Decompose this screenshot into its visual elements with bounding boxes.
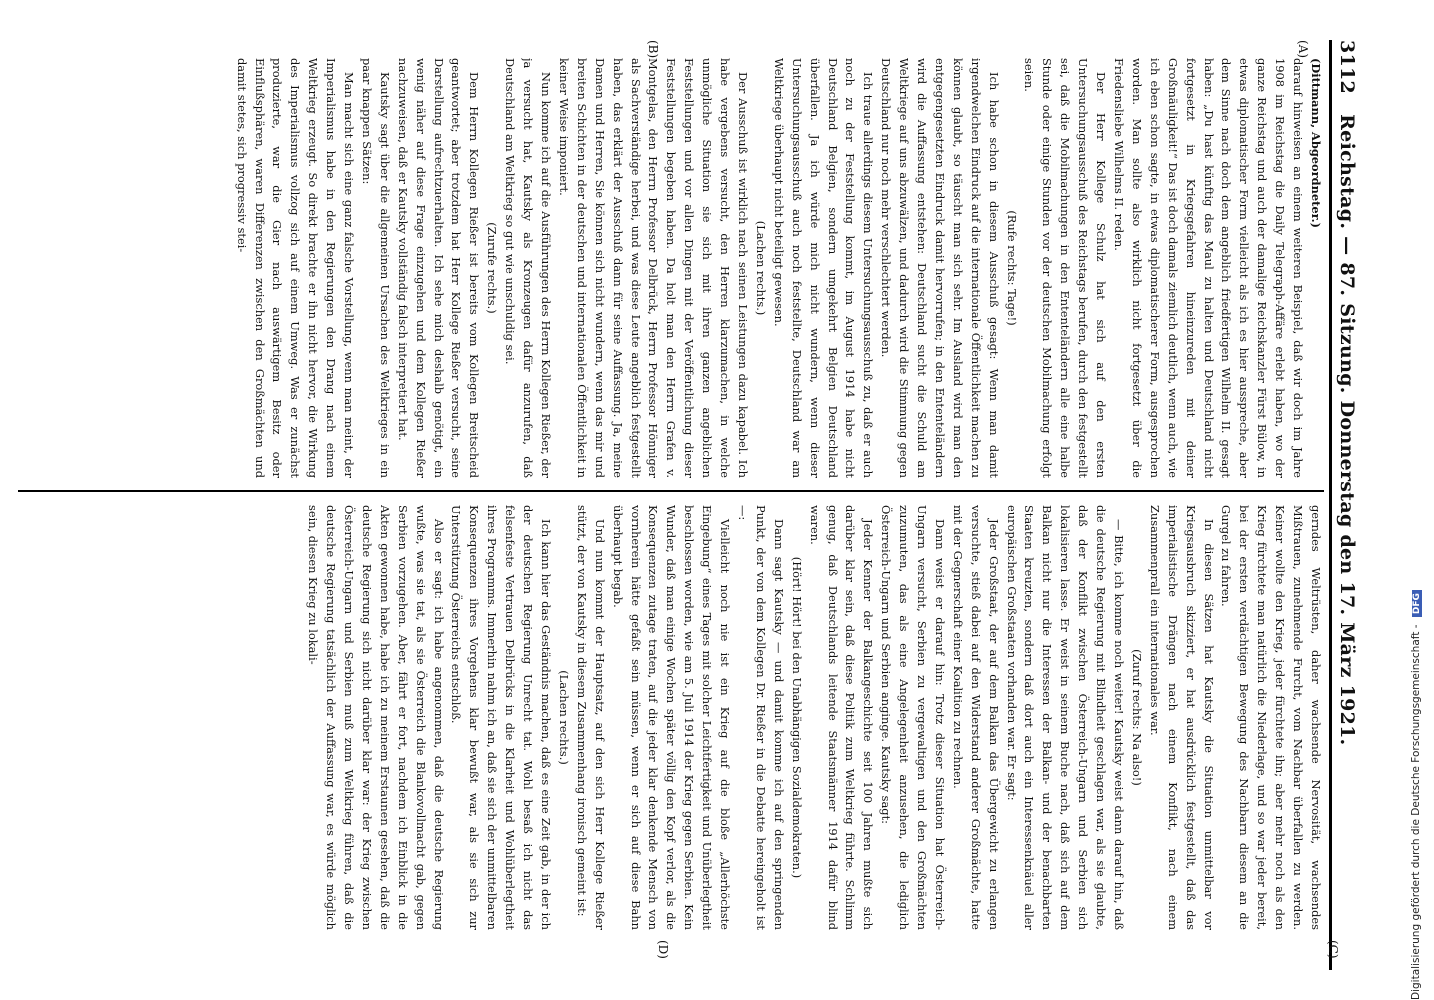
paragraph: Ich traue allerdings diesem Untersuchungsausschuß zu, daß er auch noch zu der Feststellung kommt, im August 1914 habe nicht Deutschland Belgien, sondern umgekehrt Belgien Deutschland überfallen. Ja ich würde mich nicht wundern, wenn dieser Untersuchungsausschuß auch noch feststellte, Deutschland war am Weltkriege überhaupt nicht beteiligt gewesen. bbox=[771, 58, 876, 478]
margin-mark-c: (C) bbox=[1326, 940, 1340, 959]
page-header bbox=[1336, 40, 1370, 970]
left-column bbox=[10, 58, 1324, 478]
margin-mark-b: (B) bbox=[646, 40, 660, 59]
margin-mark-a: (A) bbox=[1296, 40, 1310, 59]
paragraph: Nun komme ich auf die Ausführungen des Herrn Kollegen Rießer, der ja versucht hat, Kautsky als Kronzeugen dafür anzurufen, daß Deutschland am Weltkrieg so gut wie unschuldig sei. bbox=[503, 58, 554, 478]
paragraph: Und nun kommt der Hauptsatz, auf den sich Herr Kollege Rießer stützt, der von Kautsky in diesem Zusammenhang ironisch gemeint ist: bbox=[574, 505, 607, 930]
quote-paragraph: gerndes Weltrüsten, daher wachsende Nervosität, wachsendes Mißtrauen, zunehmende Furcht, vom Nachbar überfallen zu werden. Keiner wollte den Krieg, jeder fürchtete ihn; aber mehr noch als den Krieg fürchtete man natürlich die Niederlage, und so war jeder bereit, bei der ersten verdächtigen Bewegung des Nachbarn diesem an die Gurgel zu fahren. bbox=[1219, 505, 1323, 930]
paragraph: Dann weist er darauf hin: Trotz dieser Situation hat Österreich-Ungarn versucht, Serbien zu vergewaltigen und den Großmächten zuzumuten, das als eine Angelegenheit anzusehen, die lediglich Österreich-Ungarn und Serbien anginge. Kautsky sagt: bbox=[879, 505, 947, 930]
interjection: (Hört! Hört! bei den Unabhängigen Sozialdemokraten.) bbox=[789, 556, 804, 879]
paragraph: Also er sagt: ich habe angenommen, daß die deutsche Regierung wußte, was sie tat, als sie Österreich die Blankovollmacht gab, gegen Serbien vorzugehen. Aber, fährt er fort, nachdem ich Einblick in die Akten gewonnen habe, habe ich zu meinem Erstaunen gesehen, daß die deutsche Regierung sich nicht darüber klar war: der Krieg zwischen Österreich-Ungarn und Serbien muß zum Weltkrieg führen, daß die deutsche Regierung tatsächlich der Auffassung war, es würde möglich sein, diesen Krieg zu lokali- bbox=[306, 505, 446, 930]
page-number: 3112 bbox=[1336, 40, 1358, 95]
quote-paragraph: Jeder Kenner der Balkangeschichte seit 100 Jahren mußte sich darüber klar sein, daß diese Politik zum Weltkrieg führte. Schlimm genug, daß Deutschlands leitende Staatsmänner 1914 dafür blind waren. bbox=[807, 505, 876, 930]
page-title: Reichstag. — 87. Sitzung. Donnerstag den 17. März 1921. bbox=[1336, 114, 1358, 746]
paragraph: — Bitte, ich komme noch weiter! Kautsky weist dann darauf hin, daß die deutsche Regierung mit Blindheit geschlagen war, als sie glaubte, daß der Konflikt zwischen Österreich-Ungarn und Serbien sich lokalisieren lasse. Er weist in seinem Buche nach, daß sich auf dem Balkan nicht nur die Interessen der Balkan- und der benachbarten Staaten kreuzten, sondern daß dort auch ein Interessenknäuel aller europäischen Großstaaten vorhanden war. Er sagt: bbox=[1004, 505, 1127, 930]
interjection: (Lachen rechts.) bbox=[556, 670, 571, 765]
paragraph: Dem Herrn Kollegen Rießer ist bereits vom Kollegen Breitscheid geantwortet; aber trotzdem hat Herr Kollege Rießer versucht, seine Darstellung aufrechtzuerhalten. Ich sehe mich deshalb genötigt, ein wenig näher auf diese Frage einzugehen und dem Kollegen Rießer nachzuweisen, daß er Kautsky vollständig falsch interpretiert hat. bbox=[395, 58, 482, 478]
quote-paragraph: Ich kann hier das Geständnis machen, daß es eine Zeit gab, in der ich der deutschen Regierung Unrecht tat. Wohl besaß ich nicht das felsenfeste Vertrauen Delbrücks in die Klarheit und Wohlüberlegtheit ihres Programms. Immerhin nahm ich an, daß sie sich der unmittelbaren Konsequenzen ihres Vorgehens klar bewußt war, als sie sich zur Unterstützung Österreichs entschloß. bbox=[449, 505, 554, 930]
interjection: (Rufe rechts: Tage!) bbox=[1004, 210, 1019, 326]
paragraph: darauf hinweisen an einem weiteren Beispiel, daß wir doch im Jahre 1908 im Reichstag die Daily Telegraph-Affäre erlebt haben, wo der ganze Reichstag und auch der damalige Reichskanzler Fürst Bülow, in etwas diplomatischer Form vielleicht als ich es hier ausspreche, aber dem Sinne nach doch dem angeblich friedfertigen Wilhelm II. gesagt haben: „Du hast künftig das Maul zu halten und Deutschland nicht fortgesetzt in Kriegsgefahren hineinzureden mit deiner Großmäuligkeit!“ Das ist doch damals ziemlich deutlich, wenn auch, wie ich eben schon sagte, in etwas diplomatischerer Form, ausgesprochen worden. Man sollte also wirklich nicht fortgesetzt über die Friedensliebe Wilhelms II. reden. bbox=[1112, 58, 1306, 478]
interjection: (Zuruf rechts: Na also!) bbox=[1129, 649, 1144, 786]
margin-mark-d: (D) bbox=[656, 940, 670, 959]
paragraph: Der Ausschuß ist wirklich nach seinen Leistungen dazu kapabel. Ich habe vergebens versucht, den Herren klarzumachen, in welche unmögliche Situation sie sich mit ihren ganzen angeblichen Feststellungen und vor allen Dingen mit der Veröffentlichung dieser Feststellungen begeben haben. Da holt man den Herrn Grafen v. Montgelas, den Herrn Professor Delbrück, Herrn Professor Hönniger als Sachverständige herbei, und was diese Leute angeblich festgestellt haben, das erklärt der Ausschuß dann für seine Auffassung. Ja, meine Damen und Herren, Sie können sich nicht wundern, wenn das mir und breiten Schichten in der deutschen und internationalen Öffentlichkeit in keiner Weise imponiert. bbox=[556, 58, 750, 478]
paragraph: Ich habe schon in diesem Ausschuß gesagt: Wenn man damit irgendwelchen Eindruck auf die internationale Öffentlichkeit machen zu können glaubt, so täuscht man sich sehr. Im Ausland wird man den entgegengesetzten Eindruck damit hervorrufen; in den Ententeländern wird die Auffassung entstehen: Deutschland sucht die Schuld am Weltkriege auf uns abzuwälzen, und dadurch wird die Stimmung gegen Deutschland nur noch mehr verschlechtert werden. bbox=[879, 58, 1001, 478]
right-column bbox=[10, 505, 1324, 930]
speaker-label: (Dittmann, Abgeordneter.) bbox=[1309, 58, 1323, 228]
interjection: (Lachen rechts.) bbox=[753, 220, 768, 316]
quote-paragraph: Man macht sich eine ganz falsche Vorstellung, wenn man meint, der Imperialismus habe in den Regierungen den Drang nach einem Weltkrieg erzeugt. So direkt brachte er ihn nicht hervor, die Wirkung des Imperialismus vollzog sich auf einem Umweg. Was er zunächst produzierte, war die Gier nach auswärtigem Besitz oder Einflußsphären, waren Differenzen zwischen den Großmächten und damit stetes, sich progressiv stei- bbox=[234, 58, 357, 478]
credit-text: Digitalisierung gefördert durch die Deutsche Forschungsgemeinschaft - bbox=[1410, 624, 1422, 1000]
quote-paragraph: Vielleicht noch nie ist ein Krieg auf die bloße „Allerhöchste Eingebung“ eines Tages mit solcher Leichtfertigkeit und Unüberlegtheit beschlossen worden, wie am 5. Juli 1914 der Krieg gegen Serbien. Kein Wunder, daß man einige Wochen später völlig den Kopf verlor, als die Konsequenzen zutage traten, auf die jeder klar denkende Mensch von vornherein hätte gefaßt sein müssen, wenn er sich auf diese Bahn überhaupt begab. bbox=[610, 505, 733, 930]
digitization-credit bbox=[1410, 10, 1430, 1000]
header-rule bbox=[1329, 40, 1332, 970]
paragraph: Der Herr Kollege Schulz hat sich auf den ersten Untersuchungsausschuß des Reichstags berufen, durch den festgestellt sei, daß die Mobilmachungen in den Ententeländern alle eine halbe Stunde oder einige Stunden vor der deutschen Mobilmachung erfolgt seien. bbox=[1022, 58, 1109, 478]
paragraph: In diesen Sätzen hat Kautsky die Situation unmittelbar vor Kriegsausbruch skizziert, er hat ausdrücklich festgestellt, daß das imperialistische Drängen nach einem Konflikt, nach einem Zusammenprall ein internationales war. bbox=[1147, 505, 1216, 930]
dfg-logo: DFG bbox=[1412, 590, 1422, 617]
quote-paragraph: Jeder Großstaat, der auf dem Balkan das Übergewicht zu erlangen versuchte, stieß dabei auf den Widerstand anderer Großmächte, hatte mit der Gegnerschaft einer Koalition zu rechnen. bbox=[950, 505, 1001, 930]
paragraph: Dann sagt Kautsky — und damit komme ich auf den springenden Punkt, der von dem Kollegen Dr. Rießer in die Debatte hereingeholt ist —: bbox=[736, 505, 786, 930]
interjection: (Zurufe rechts.) bbox=[485, 222, 500, 314]
column-rule bbox=[18, 490, 1324, 492]
paragraph: Kautsky sagt über die allgemeinen Ursachen des Weltkrieges in ein paar knappen Sätzen: bbox=[359, 58, 392, 478]
